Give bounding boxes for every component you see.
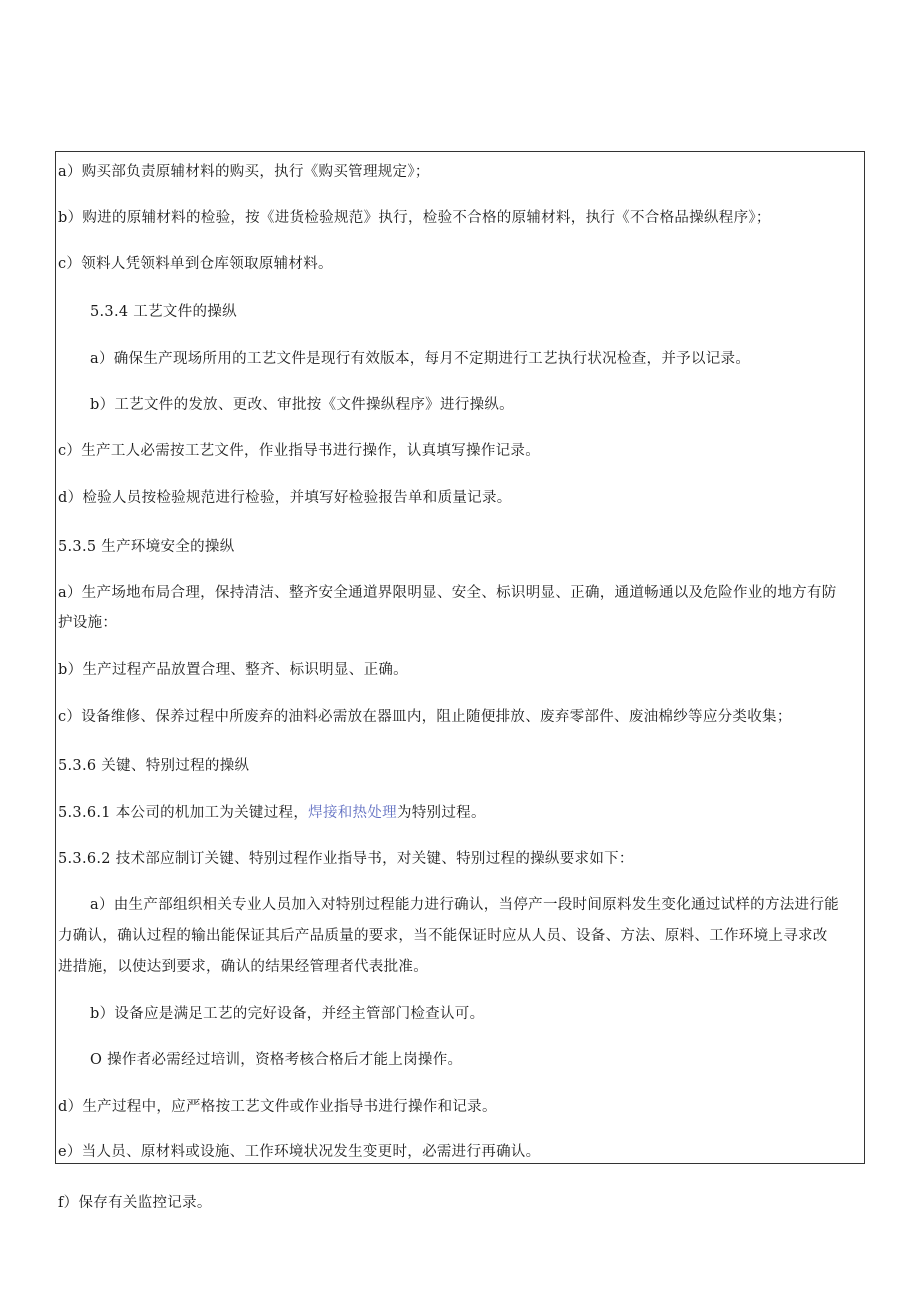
para-b-inspection: b）购进的原辅材料的检验，按《进货检验规范》执行，检验不合格的原辅材料，执行《不合格品操纵程序》； [58,210,771,226]
para-c-requisition: c）领料人凭领料单到仓库领取原辅材料。 [58,256,333,272]
para-5-3-6-2: 5.3.6.2 技术部应制订关键、特别过程作业指导书，对关键、特别过程的操纵要求如下： [58,851,634,867]
para-c-equipment-maintenance: c）设备维修、保养过程中所废弃的油料必需放在器皿内，阻止随便排放、废弃零部件、废油棉纱等应分类收集； [58,709,792,725]
para-b-equipment-approval: b）设备应是满足工艺的完好设备，并经主管部门检查认可。 [90,1006,485,1022]
para-d-inspectors: d）检验人员按检验规范进行检验，并填写好检验报告单和质量记录。 [58,490,512,506]
para-e-reconfirm: e）当人员、原材料或设施、工作环境状况发生变更时，必需进行再确认。 [58,1144,541,1160]
para-5-3-6-1-after: 为特别过程。 [396,805,486,821]
para-5-3-6-1-before: 5.3.6.1 本公司的机加工为关键过程， [58,805,309,821]
para-b-product-placement: b）生产过程产品放置合理、整齐、标识明显、正确。 [58,662,408,678]
heading-5-3-6: 5.3.6 关键、特别过程的操纵 [58,758,250,774]
para-a-purchase: a）购买部负责原辅材料的购买，执行《购买管理规定》； [58,164,430,180]
para-a-site-layout: a）生产场地布局合理，保持清洁、整齐安全通道界限明显、安全、标识明显、正确，通道畅通以及危险作业的地方有防 [58,585,837,601]
para-a-capability-confirm-cont1: 力确认，确认过程的输出能保证其后产品质量的要求，当不能保证时应从人员、设备、方法、原料、工作环境上寻求改 [58,928,828,944]
para-a-process-docs: a）确保生产现场所用的工艺文件是现行有效版本，每月不定期进行工艺执行状况检查，并予以记录。 [90,351,751,367]
para-5-3-6-1 [58,805,486,821]
para-c-operator-training: O 操作者必需经过培训，资格考核合格后才能上岗操作。 [90,1052,463,1068]
para-b-doc-approval: b）工艺文件的发放、更改、审批按《文件操纵程序》进行操纵。 [90,397,514,413]
para-d-strict-operation: d）生产过程中，应严格按工艺文件或作业指导书进行操作和记录。 [58,1099,497,1115]
para-a-capability-confirm: a）由生产部组织相关专业人员加入对特别过程能力进行确认，当停产一段时间原料发生变化通过试样的方法进行能 [90,897,839,913]
para-c-workers: c）生产工人必需按工艺文件，作业指导书进行操作，认真填写操作记录。 [58,443,541,459]
heading-5-3-4: 5.3.4 工艺文件的操纵 [90,304,237,320]
special-process-link[interactable]: 焊接和热处理 [308,805,397,821]
para-a-site-layout-cont: 护设施： [58,615,118,631]
para-f-keep-records: f）保存有关监控记录。 [58,1195,212,1211]
para-a-capability-confirm-cont2: 进措施，以使达到要求，确认的结果经管理者代表批准。 [58,959,428,975]
heading-5-3-5: 5.3.5 生产环境安全的操纵 [58,539,235,555]
